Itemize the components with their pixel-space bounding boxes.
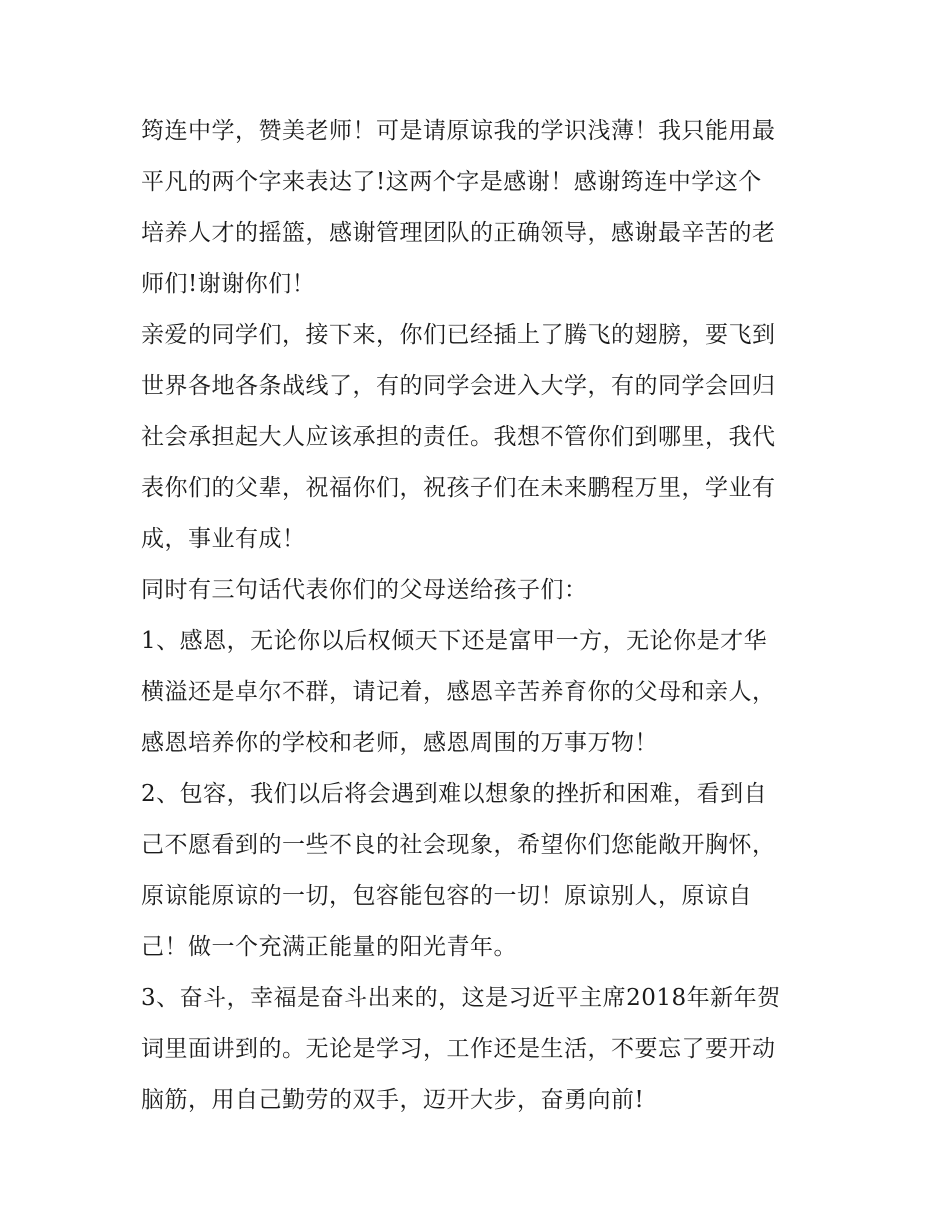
text-line: 词里面讲到的。无论是学习，工作还是生活，不要忘了要开动 <box>141 1036 776 1062</box>
text-line: 原谅能原谅的一切，包容能包容的一切！原谅别人，原谅自 <box>141 883 752 909</box>
text-line: 横溢还是卓尔不群，请记着，感恩辛苦养育你的父母和亲人， <box>141 679 776 705</box>
text-line: 感恩培养你的学校和老师，感恩周围的万事万物！ <box>141 730 658 756</box>
text-line: 平凡的两个字来表达了!这两个字是感谢！感谢筠连中学这个 <box>141 169 762 195</box>
text-line: 培养人才的摇篮，感谢管理团队的正确领导，感谢最辛苦的老 <box>141 220 776 246</box>
text-line: 1、感恩，无论你以后权倾天下还是富甲一方，无论你是才华 <box>141 628 768 654</box>
text-line: 3、奋斗，幸福是奋斗出来的，这是习近平主席2018年新年贺 <box>141 985 781 1011</box>
text-line: 己！做一个充满正能量的阳光青年。 <box>141 934 517 960</box>
text-line: 表你们的父辈，祝福你们，祝孩子们在未来鹏程万里，学业有 <box>141 475 776 501</box>
text-line: 脑筋，用自己勤劳的双手，迈开大步，奋勇向前! <box>141 1087 645 1113</box>
text-line: 社会承担起大人应该承担的责任。我想不管你们到哪里，我代 <box>141 424 776 450</box>
text-line: 成，事业有成！ <box>141 526 306 552</box>
text-line: 世界各地各条战线了，有的同学会进入大学，有的同学会回归 <box>141 373 776 399</box>
text-line: 2、包容，我们以后将会遇到难以想象的挫折和困难，看到自 <box>141 781 768 807</box>
text-line: 师们!谢谢你们！ <box>141 271 316 297</box>
text-line: 亲爱的同学们，接下来，你们已经插上了腾飞的翅膀，要飞到 <box>141 322 776 348</box>
document-body <box>141 106 821 1126</box>
text-line: 己不愿看到的一些不良的社会现象，希望你们您能敞开胸怀， <box>141 832 776 858</box>
text-line: 筠连中学，赞美老师！可是请原谅我的学识浅薄！我只能用最 <box>141 118 776 144</box>
text-line: 同时有三句话代表你们的父母送给孩子们： <box>141 577 588 603</box>
